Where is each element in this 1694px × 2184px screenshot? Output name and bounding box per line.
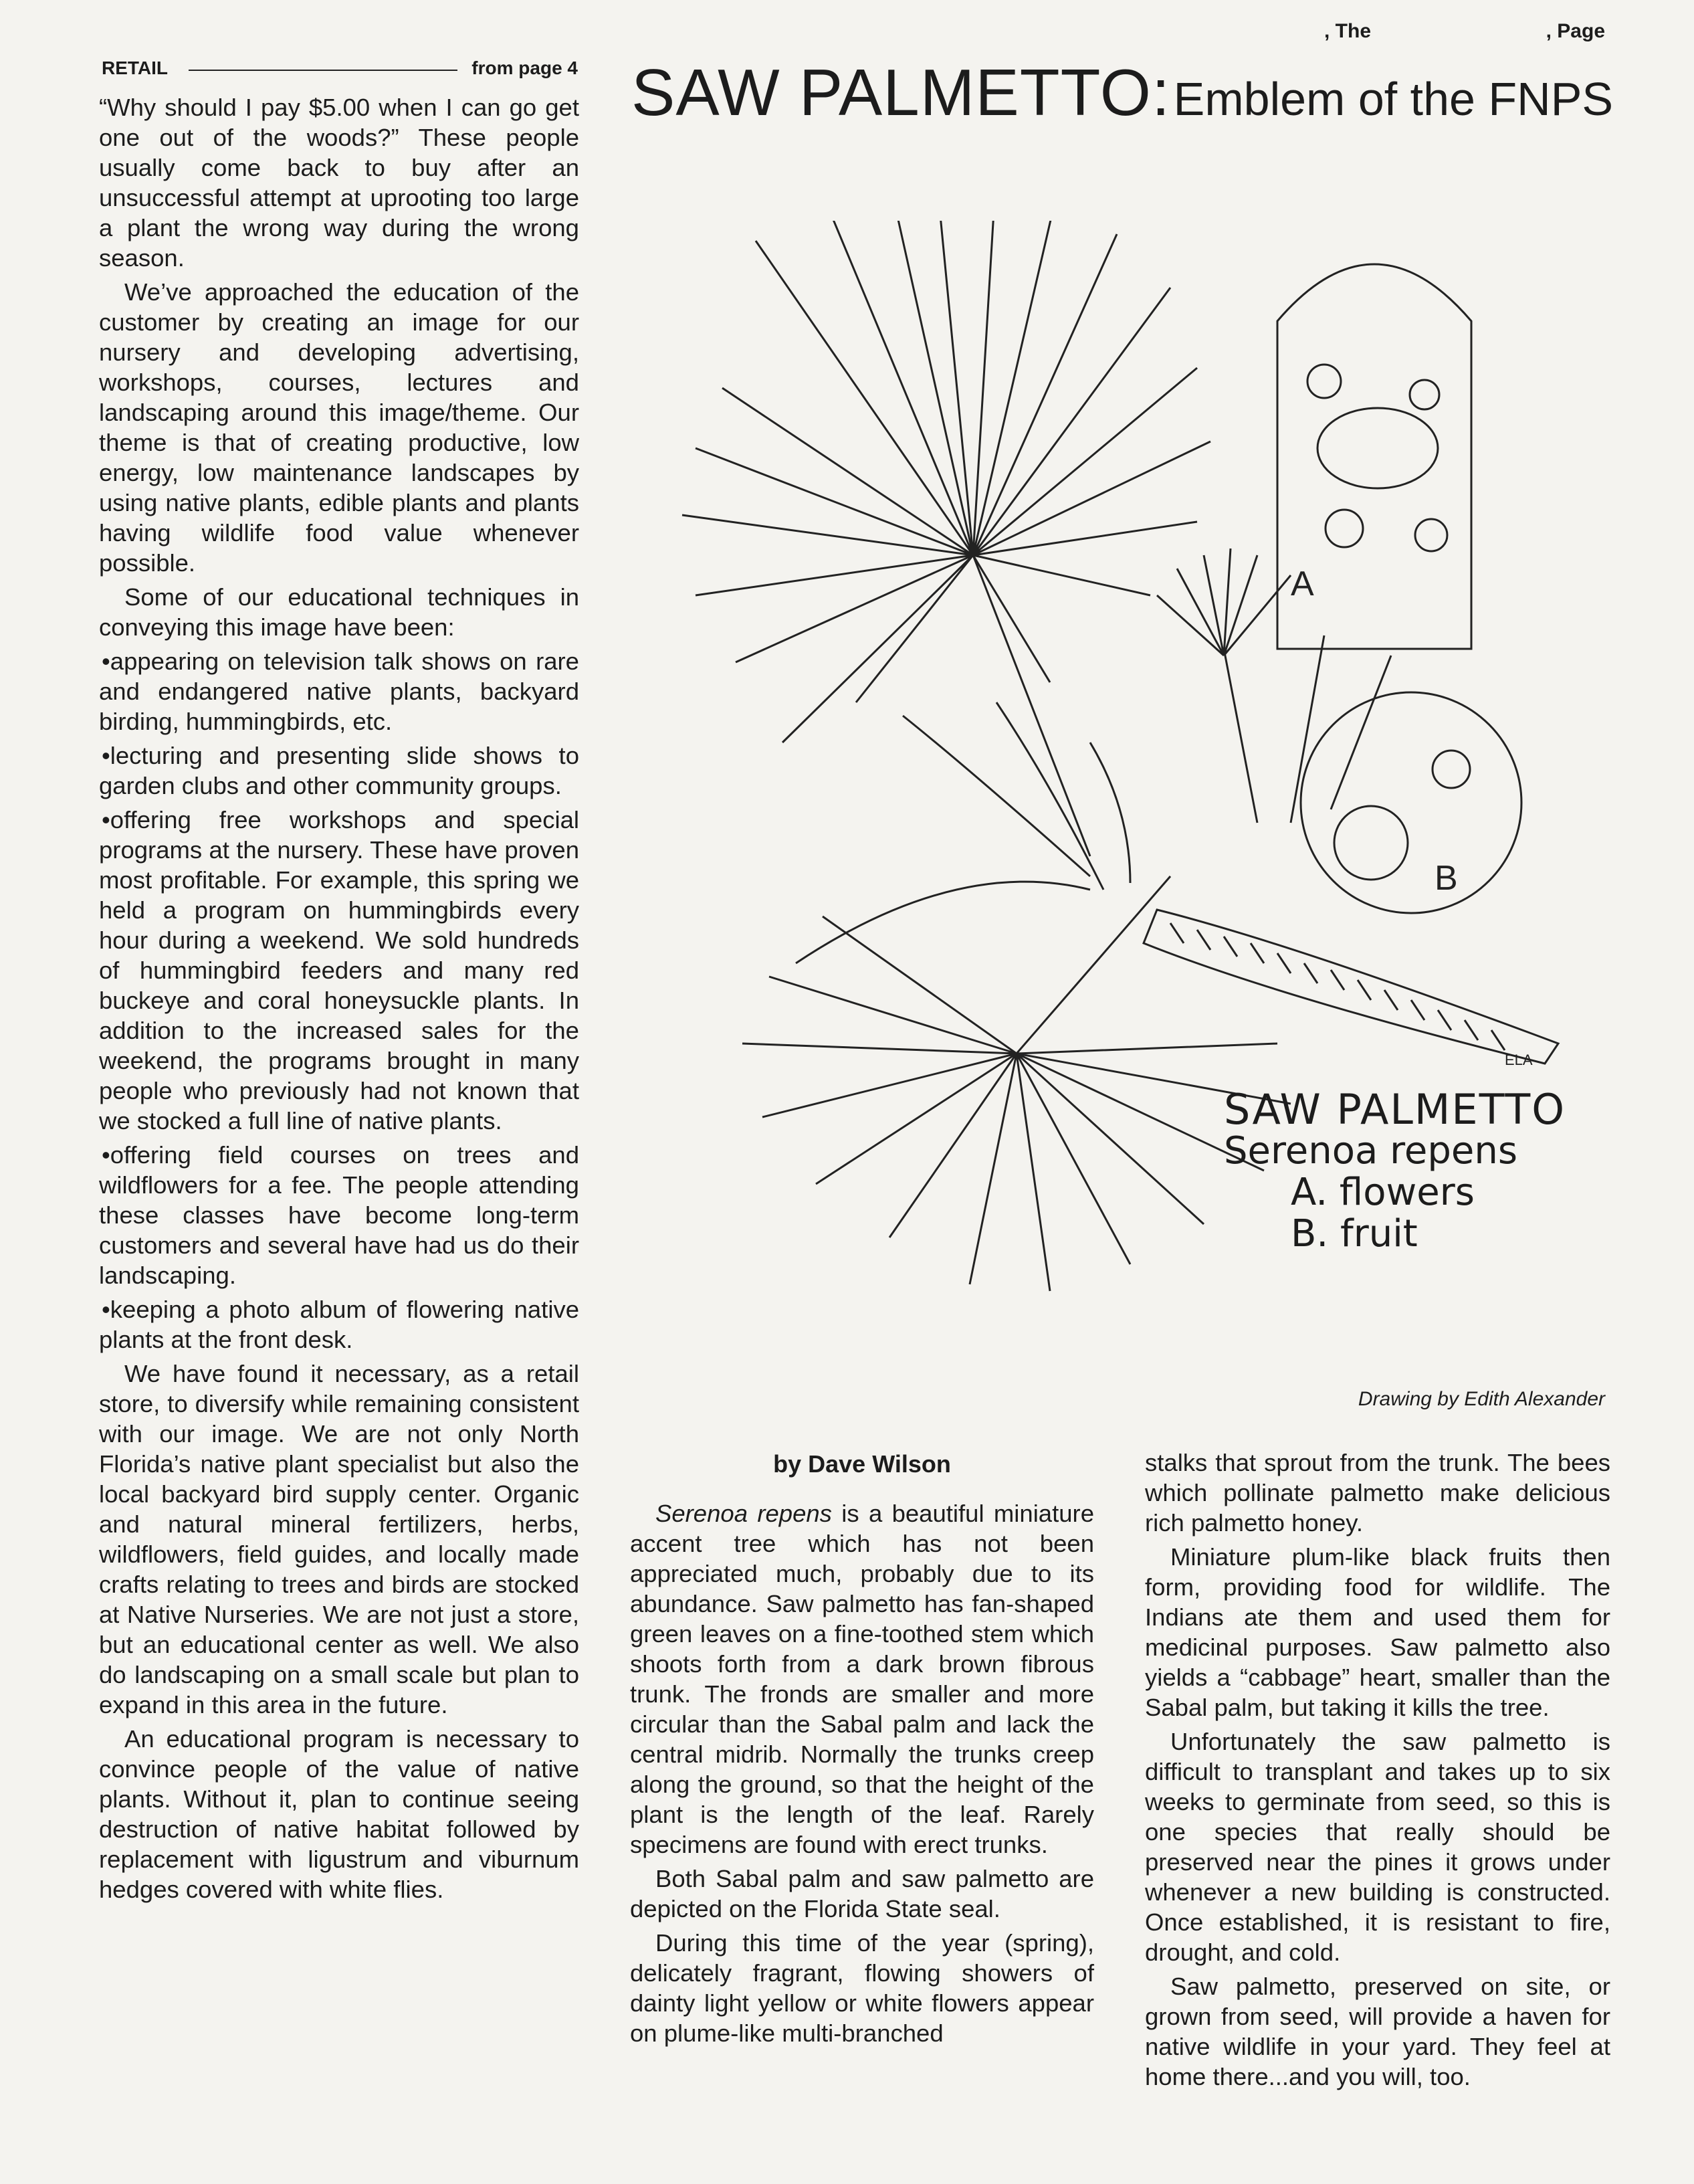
trunk-texture bbox=[1170, 923, 1505, 1050]
fruit bbox=[1334, 806, 1408, 880]
title-main: SAW PALMETTO: bbox=[631, 56, 1171, 129]
inset-label-a: A bbox=[1291, 565, 1314, 603]
illustration-caption bbox=[1224, 1085, 1598, 1256]
caption-scientific-name: Serenoa repens bbox=[1224, 1129, 1518, 1173]
article-paragraph: Saw palmetto, preserved on site, or grown from seed, will provide a haven for native wildlife in your yard. They feel at home there...and you will, too. bbox=[1145, 1973, 1610, 2090]
article-paragraph: During this time of the year (spring), delicately fragrant, flowing showers of dainty light yellow or white flowers appear on plume-like multi-branched bbox=[630, 1929, 1094, 2047]
article-paragraph: Miniature plum-like black fruits then form, providing food for wildlife. The Indians ate them and used them for medicinal purposes. Saw palmetto also yields a “cabbage” heart, smaller than the Sabal palm, but taking it kills the tree. bbox=[1145, 1543, 1610, 1721]
flower-bud bbox=[1410, 380, 1439, 409]
inset-label-b: B bbox=[1435, 859, 1458, 898]
fruit-small bbox=[1433, 751, 1470, 788]
palm-trunk bbox=[1144, 910, 1558, 1064]
caption-common-name: SAW PALMETTO bbox=[1224, 1085, 1566, 1134]
caption-label-a: A. flowers bbox=[1291, 1171, 1475, 1214]
caption-label-b: B. fruit bbox=[1291, 1212, 1418, 1256]
frond-stems bbox=[1224, 635, 1391, 823]
species-name: Serenoa repens bbox=[655, 1500, 832, 1527]
flower-bud bbox=[1326, 510, 1363, 547]
retail-bullet: •lecturing and presenting slide shows to garden clubs and other community groups. bbox=[99, 742, 579, 799]
retail-paragraph: We’ve approached the education of the customer by creating an image for our nursery and developing advertising, workshops, courses, lectures and landscaping around this image/theme. Our theme is that of creating productive, low energy, low maintenance landscapes by using native plants, edible plants and plants having wildlife food value whenever possible. bbox=[99, 278, 579, 577]
retail-paragraph: Some of our educational techniques in conveying this image have been: bbox=[99, 583, 579, 641]
paragraph-text: is a beautiful miniature accent tree which has not been appreciated much, probably due to its abundance. Saw palmetto has fan-shaped green leaves on a fine-toothed stem which shoots forth from a dark brown fibrous trunk. The fronds are smaller and more circular than the Sabal palm and lack the central midrib. Normally the trunks creep along the ground, so that the height of the plant is the length of the leaf. Rarely specimens are found with erect trunks. bbox=[630, 1500, 1094, 1858]
article-byline: by Dave Wilson bbox=[773, 1450, 951, 1478]
article-paragraph bbox=[630, 1498, 1094, 1860]
retail-bullet: •offering field courses on trees and wildflowers for a fee. The people attending these classes have become long-term customers and several have had us do their landscaping. bbox=[99, 1141, 579, 1289]
running-header-right: , Page bbox=[1546, 20, 1605, 42]
palm-frond-upper bbox=[682, 221, 1210, 856]
article-paragraph: Both Sabal palm and saw palmetto are depicted on the Florida State seal. bbox=[630, 1865, 1094, 1922]
retail-paragraph: An educational program is necessary to convince people of the value of native plants. Without it, plan to continue seeing destruction of native habitat followed by replacement with ligustrum and viburnum hedges covered with white flies. bbox=[99, 1725, 579, 1903]
retail-continuation-header bbox=[102, 58, 578, 84]
running-header bbox=[1324, 20, 1605, 47]
article-column-right bbox=[1145, 1448, 1610, 2096]
from-page-label: from page 4 bbox=[471, 58, 578, 78]
palm-frond-lower bbox=[742, 876, 1291, 1291]
retail-column bbox=[99, 92, 579, 1908]
article-paragraph: stalks that sprout from the trunk. The bees which pollinate palmetto make delicious rich palmetto honey. bbox=[1145, 1449, 1610, 1536]
drawing-credit: Drawing by Edith Alexander bbox=[1358, 1388, 1605, 1410]
article-paragraph: Unfortunately the saw palmetto is difficult to transplant and takes up to six weeks to germinate from seed, so this is one species that really should be preserved near the pines it grows under whenever a new building is constructed. Once established, it is resistant to fire, drought, and cold. bbox=[1145, 1728, 1610, 1966]
retail-paragraph: “Why should I pay $5.00 when I can go get one out of the woods?” These people usually come back to buy after an unsuccessful attempt at uprooting too large a plant the wrong way during the wrong season. bbox=[99, 94, 579, 272]
retail-bullet: •keeping a photo album of flowering native plants at the front desk. bbox=[99, 1296, 579, 1353]
page-title bbox=[631, 55, 1613, 130]
flower-bud bbox=[1415, 519, 1447, 551]
running-header-left: , The bbox=[1324, 20, 1372, 42]
article-column-middle bbox=[630, 1498, 1094, 2052]
retail-paragraph: We have found it necessary, as a retail store, to diversify while remaining consistent with our image. We are not only North Florida’s native plant specialist but also the local backyard bird supply center. Organic and natural mineral fertilizers, herbs, wildflowers, field guides, and locally made crafts relating to trees and birds are stocked at Native Nurseries. We are not just a store, but an educational center as well. We also do landscaping on a small scale but plan to expand in this area in the future. bbox=[99, 1360, 579, 1718]
header-rule bbox=[189, 70, 457, 71]
artist-signature: ELA bbox=[1505, 1052, 1533, 1068]
flower-cluster bbox=[1317, 408, 1438, 488]
title-subtitle: Emblem of the FNPS bbox=[1173, 73, 1614, 125]
flower-bud bbox=[1307, 365, 1341, 398]
retail-bullet: •offering free workshops and special programs at the nursery. These have proven most profitable. For example, this spring we held a program on hummingbirds every hour during a weekend. We sold hundreds of hummingbird feeders and many red buckeye and coral honeysuckle plants. In addition to the increased sales for the weekend, the programs brought in many people who previously had not known that we stocked a full line of native plants. bbox=[99, 806, 579, 1134]
retail-bullet: •appearing on television talk shows on rare and endangered native plants, backyard birding, hummingbirds, etc. bbox=[99, 648, 579, 735]
palm-frond-middle bbox=[1157, 549, 1291, 656]
retail-label: RETAIL bbox=[102, 58, 169, 78]
